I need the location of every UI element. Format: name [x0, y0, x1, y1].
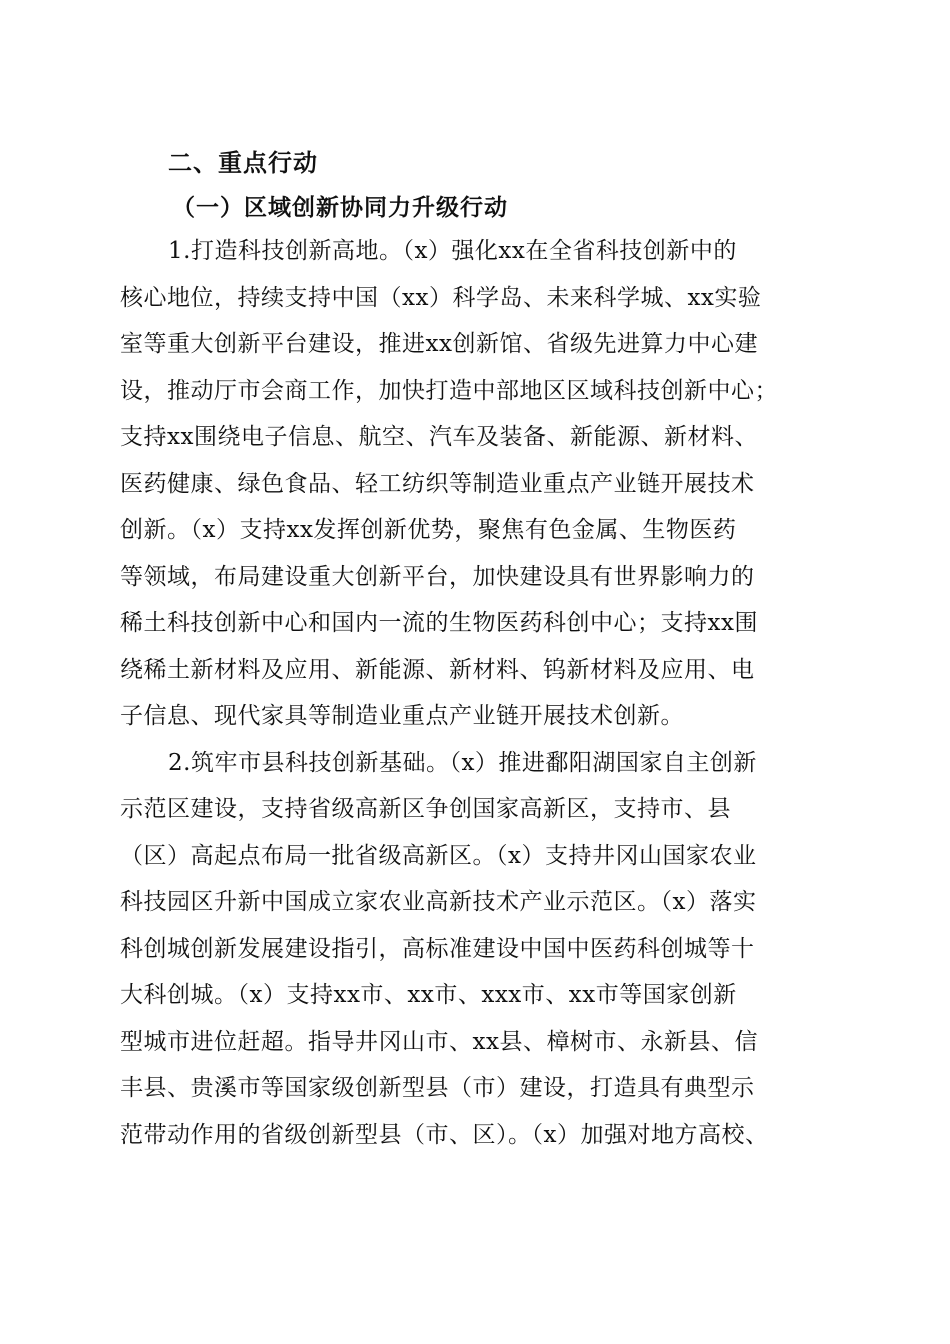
- text-line: 型城市进位赶超。指导井冈山市、xx县、樟树市、永新县、信: [120, 1028, 758, 1055]
- text-line: 等领域，布局建设重大创新平台，加快建设具有世界影响力的: [120, 563, 755, 590]
- text-line: 绕稀土新材料及应用、新能源、新材料、钨新材料及应用、电: [120, 656, 755, 683]
- text-line: 丰县、贵溪市等国家级创新型县（市）建设，打造具有典型示: [120, 1075, 755, 1101]
- text-line: 范带动作用的省级创新型县（市、区）。（x）加强对地方高校、: [120, 1121, 769, 1148]
- text-line: 1.打造科技创新高地。（x）强化xx在全省科技创新中的: [168, 238, 737, 264]
- text-line: 稀土科技创新中心和国内一流的生物医药科创中心；支持xx围: [120, 610, 758, 636]
- text-line: 创新。（x）支持xx发挥创新优势，聚焦有色金属、生物医药: [120, 517, 737, 543]
- text-line: 支持xx围绕电子信息、航空、汽车及装备、新能源、新材料、: [120, 424, 758, 450]
- section-heading: 二、重点行动: [168, 149, 318, 177]
- sub-heading: （一）区域创新协同力升级行动: [172, 195, 508, 221]
- text-line: 科创城创新发展建设指引，高标准建设中国中医药科创城等十: [120, 935, 755, 962]
- text-line: 核心地位，持续支持中国（xx）科学岛、未来科学城、xx实验: [120, 284, 762, 311]
- text-line: 2.筑牢市县科技创新基础。（x）推进鄱阳湖国家自主创新: [168, 749, 757, 776]
- body-text: [120, 228, 850, 1158]
- text-line: 室等重大创新平台建设，推进xx创新馆、省级先进算力中心建: [120, 331, 758, 357]
- text-line: 设，推动厅市会商工作，加快打造中部地区区域科技创新中心；: [120, 377, 778, 404]
- text-line: 科技园区升新中国成立家农业高新技术产业示范区。（x）落实: [120, 889, 757, 915]
- text-line: 示范区建设，支持省级高新区争创国家高新区，支持市、县: [120, 796, 731, 822]
- text-line: 子信息、现代家具等制造业重点产业链开展技术创新。: [120, 703, 684, 729]
- text-line: 大科创城。（x）支持xx市、xx市、xxx市、xx市等国家创新: [120, 982, 737, 1008]
- text-line: （区）高起点布局一批省级高新区。（x）支持井冈山国家农业: [120, 842, 757, 869]
- text-line: 医药健康、绿色食品、轻工纺织等制造业重点产业链开展技术: [120, 470, 755, 497]
